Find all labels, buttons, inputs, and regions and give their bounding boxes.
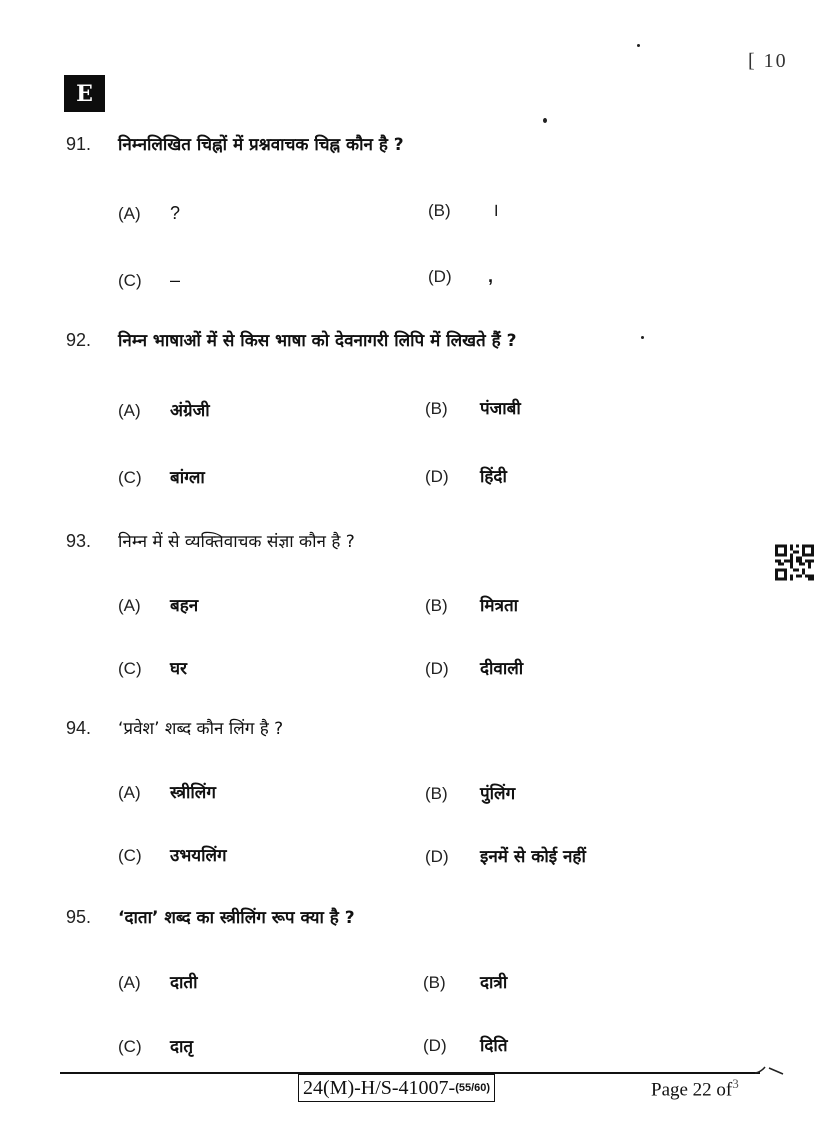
qr-code-icon	[775, 544, 814, 581]
option-d[interactable]	[425, 464, 507, 487]
set-badge: E	[64, 75, 105, 112]
option-label: (B)	[423, 973, 446, 992]
option-label: (A)	[118, 401, 141, 420]
question-text: निम्न में से व्यक्तिवाचक संज्ञा कौन है ?	[118, 532, 355, 552]
option-a[interactable]	[118, 398, 210, 421]
option-text: –	[170, 270, 181, 290]
question-number: 93.	[66, 531, 92, 551]
option-label: (C)	[118, 271, 142, 290]
option-text: बांग्ला	[170, 468, 205, 488]
option-c[interactable]	[118, 656, 187, 679]
page-total: 3	[732, 1076, 739, 1091]
option-b[interactable]	[425, 781, 515, 804]
option-c[interactable]	[118, 270, 180, 291]
option-b[interactable]	[425, 593, 518, 616]
scan-speck	[543, 118, 547, 123]
option-label: (D)	[425, 847, 449, 866]
option-d[interactable]	[425, 656, 523, 679]
option-text: पंजाबी	[480, 399, 521, 419]
option-text: दिति	[480, 1036, 508, 1056]
option-label: (A)	[118, 204, 141, 223]
option-text: बहन	[170, 596, 199, 616]
option-text: दाती	[170, 973, 198, 993]
option-text: इनमें से कोई नहीं	[480, 847, 586, 867]
option-label: (B)	[425, 784, 448, 803]
question-92	[66, 328, 746, 351]
option-label: (D)	[425, 659, 449, 678]
option-c[interactable]	[118, 843, 227, 866]
option-text: पुंलिंग	[480, 784, 516, 804]
option-label: (A)	[118, 596, 141, 615]
page-marker: [ 10	[748, 50, 788, 72]
option-text: दीवाली	[480, 659, 524, 679]
option-text: ?	[170, 203, 181, 223]
question-94	[66, 716, 746, 739]
option-c[interactable]	[118, 465, 205, 488]
option-label: (B)	[428, 201, 451, 220]
paper-code-suffix: (55/60)	[455, 1082, 491, 1094]
option-text: अंग्रेजी	[170, 401, 210, 421]
question-text: निम्न भाषाओं में से किस भाषा को देवनागरी लिपि में लिखते हैं ?	[118, 331, 517, 351]
option-a[interactable]	[118, 780, 216, 803]
option-b[interactable]	[428, 198, 499, 222]
option-text: मित्रता	[480, 596, 519, 616]
option-text: स्त्रीलिंग	[170, 783, 216, 803]
question-number: 91.	[66, 134, 92, 154]
option-label: (A)	[118, 973, 141, 992]
option-label: (D)	[425, 467, 449, 486]
option-label: (C)	[118, 1037, 142, 1056]
option-text: उभयलिंग	[170, 846, 227, 866]
option-label: (C)	[118, 846, 142, 865]
scan-speck	[637, 44, 640, 47]
option-label: (B)	[425, 596, 448, 615]
question-91	[66, 132, 746, 155]
option-label: (A)	[118, 783, 141, 802]
option-c[interactable]	[118, 1034, 193, 1057]
page-prefix: Page 22 of	[651, 1079, 733, 1101]
paper-code: 24(M)-H/S-41007-	[303, 1076, 456, 1099]
page-indicator	[651, 1076, 739, 1101]
option-label: (C)	[118, 659, 142, 678]
question-number: 92.	[66, 330, 92, 350]
question-95	[66, 905, 746, 928]
question-93	[66, 529, 746, 552]
question-text: निम्नलिखित चिह्नों में प्रश्नवाचक चिह्न कौन है ?	[118, 135, 404, 155]
question-number: 94.	[66, 718, 92, 738]
option-text: दातृ	[170, 1037, 194, 1057]
option-b[interactable]	[425, 396, 521, 419]
option-text: दात्री	[480, 973, 508, 993]
option-label: (B)	[425, 399, 448, 418]
option-text: हिंदी	[480, 467, 507, 487]
option-text: ,	[488, 266, 494, 286]
option-text: घर	[170, 659, 187, 679]
question-number: 95.	[66, 907, 92, 927]
footer-curl-decoration	[755, 1064, 785, 1078]
option-a[interactable]	[118, 593, 198, 616]
option-d[interactable]	[423, 1033, 508, 1056]
option-text: ।	[492, 200, 499, 220]
question-text: ‘दाता’ शब्द का स्त्रीलिंग रूप क्या है ?	[118, 908, 355, 928]
option-a[interactable]	[118, 970, 198, 993]
option-label: (C)	[118, 468, 142, 487]
option-d[interactable]	[425, 844, 586, 867]
option-b[interactable]	[423, 970, 507, 993]
option-d[interactable]	[428, 266, 493, 287]
option-a[interactable]	[118, 203, 180, 224]
question-text: ‘प्रवेश’ शब्द कौन लिंग है ?	[118, 719, 284, 739]
option-label: (D)	[423, 1036, 447, 1055]
option-label: (D)	[428, 267, 452, 286]
paper-code-box	[298, 1074, 495, 1102]
